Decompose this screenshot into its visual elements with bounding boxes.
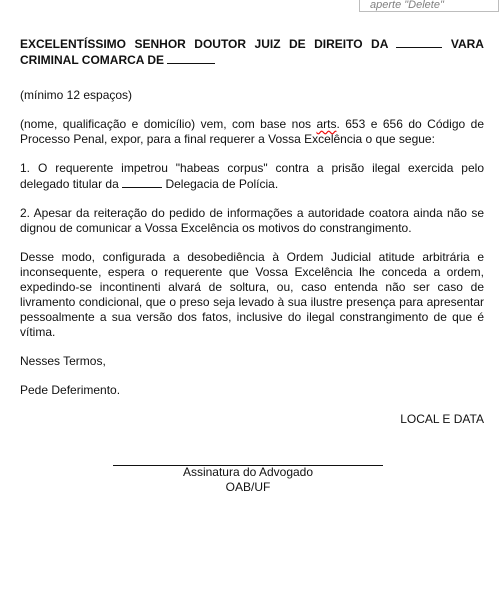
- item-1-paragraph: [20, 161, 484, 192]
- petition-heading: [20, 36, 484, 68]
- intro-paragraph: [20, 117, 484, 147]
- paragraph-3: Desse modo, configurada a desobediência à Ordem Judicial atitude arbitrária e inconsequente, espera o requerente que Vossa Excelência lhe conceda a ordem, expedindo-se incontinenti alvará de soltura, ou, caso entenda não ser caso de livramento condicional, que o preso seja levado à sua ilustre presença para apresentar pessoalmente a sua versão dos fatos, inclusive do ilegal constrangimento de que é vítima.: [20, 250, 484, 339]
- closing-pede-deferimento: Pede Deferimento.: [20, 383, 121, 397]
- heading-part-1: EXCELENTÍSSIMO SENHOR DOUTOR JUIZ DE DIREITO DA: [20, 37, 388, 51]
- item-1-blank: [122, 176, 162, 188]
- item-1-text-before: 1. O requerente impetrou "habeas corpus" contra a prisão ilegal exercida pelo delegado titular da: [20, 161, 484, 191]
- item-2-paragraph: 2. Apesar da reiteração do pedido de informações a autoridade coatora ainda não se dignou de comunicar a Vossa Excelência os motivos do constrangimento.: [20, 206, 484, 235]
- petition-document: [20, 36, 484, 427]
- heading-blank-1: [396, 36, 442, 48]
- signature-name: Assinatura do Advogado: [182, 465, 314, 479]
- intro-text-after: . 653 e 656 do Código de Processo Penal, expor, para a final requerer a Vossa Excelência o que segue:: [20, 117, 484, 146]
- intro-arts-word: arts: [316, 117, 337, 131]
- intro-text-before: (nome, qualificação e domicílio) vem, com base nos: [20, 117, 317, 131]
- local-e-data: LOCAL E DATA: [400, 412, 484, 426]
- heading-blank-2: [167, 52, 215, 64]
- delete-hint-text: aperte "Delete": [370, 0, 444, 11]
- signature-oab: OAB/UF: [225, 480, 271, 494]
- heading-part-2: VARA CRIMINAL COMARCA DE: [20, 37, 484, 67]
- spacing-note: (mínimo 12 espaços): [20, 88, 133, 102]
- closing-nesses-termos: Nesses Termos,: [20, 354, 106, 368]
- delete-hint-box: [359, 0, 499, 12]
- item-1-text-after: Delegacia de Polícia.: [165, 177, 279, 191]
